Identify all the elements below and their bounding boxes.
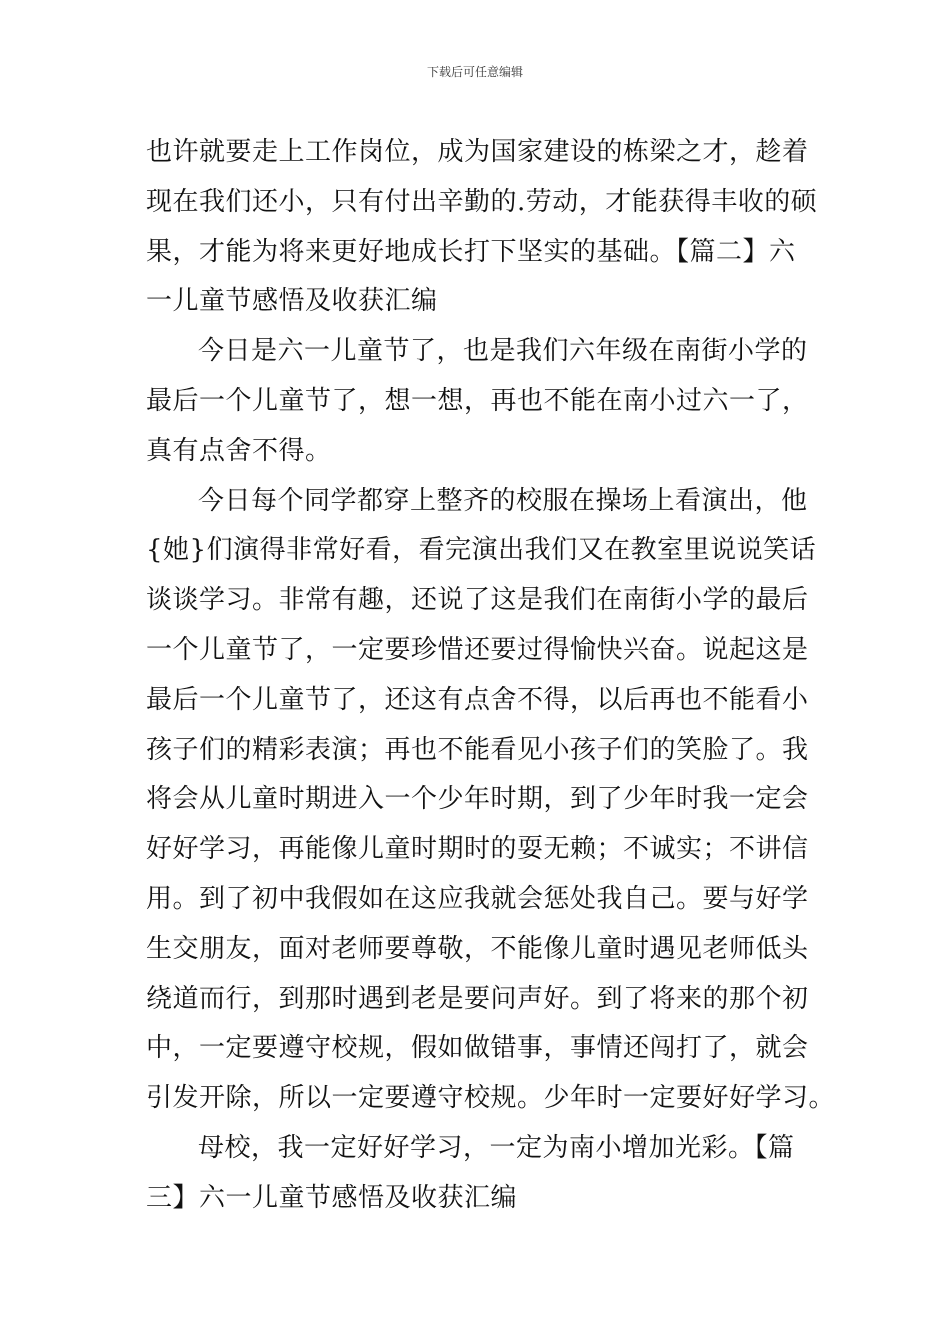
text-line: 将会从儿童时期进入一个少年时期，到了少年时我一定会 <box>146 784 809 815</box>
text-line: 孩子们的精彩表演；再也不能看见小孩子们的笑脸了。我 <box>146 734 809 765</box>
text-line: 母校，我一定好好学习，一定为南小增加光彩。【篇 <box>198 1132 795 1163</box>
text-line: 绕道而行，到那时遇到老是要问声好。到了将来的那个初 <box>146 983 809 1014</box>
text-line: 中，一定要遵守校规，假如做错事，事情还闯打了，就会 <box>146 1033 809 1064</box>
text-line: 用。到了初中我假如在这应我就会惩处我自己。要与好学 <box>146 883 809 914</box>
text-line: 也许就要走上工作岗位，成为国家建设的栋梁之才，趁着 <box>146 137 809 167</box>
text-line: 引发开除，所以一定要遵守校规。少年时一定要好好学习。 <box>146 1083 836 1114</box>
text-line: 现在我们还小，只有付出辛勤的.劳动，才能获得丰收的硕 <box>146 186 818 217</box>
text-line: 果，才能为将来更好地成长打下坚实的基础。【篇二】六 <box>146 236 796 267</box>
text-line: 今日每个同学都穿上整齐的校服在操场上看演出，他 <box>198 485 808 516</box>
text-line: 谈谈学习。非常有趣，还说了这是我们在南街小学的最后 <box>146 585 809 616</box>
text-line: {她}们演得非常好看，看完演出我们又在教室里说说笑话 <box>146 535 817 566</box>
text-line: 三】六一儿童节感悟及收获汇编 <box>146 1182 518 1213</box>
text-line: 一个儿童节了，一定要珍惜还要过得愉快兴奋。说起这是 <box>146 634 809 665</box>
text-line: 一儿童节感悟及收获汇编 <box>146 286 438 317</box>
text-line: 真有点舍不得。 <box>146 435 332 466</box>
document-body <box>146 128 836 1224</box>
text-line: 最后一个儿童节了，还这有点舍不得，以后再也不能看小 <box>146 684 809 715</box>
text-line: 好好学习，再能像儿童时期时的耍无赖；不诚实；不讲信 <box>146 834 809 865</box>
page-header: 下载后可任意编辑 <box>426 65 523 79</box>
text-line: 最后一个儿童节了，想一想，再也不能在南小过六一了， <box>146 385 809 416</box>
text-line: 今日是六一儿童节了，也是我们六年级在南街小学的 <box>198 336 808 367</box>
text-line: 生交朋友，面对老师要尊敬，不能像儿童时遇见老师低头 <box>146 933 809 964</box>
